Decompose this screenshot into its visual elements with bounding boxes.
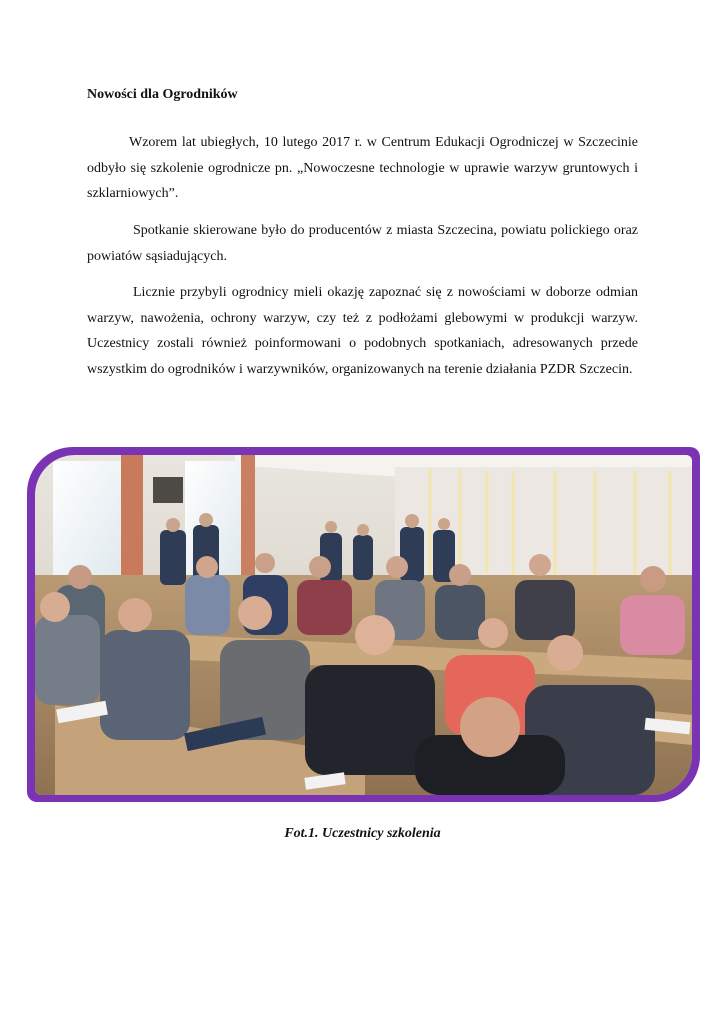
training-participants-photo: [35, 455, 692, 795]
document-title: Nowości dla Ogrodników: [87, 87, 238, 102]
photo-caption: Fot.1. Uczestnicy szkolenia: [284, 826, 441, 841]
photo-frame: [27, 447, 700, 802]
paragraph-2: Spotkanie skierowane było do producentów z miasta Szczecina, powiatu polickiego oraz powiatów sąsiadujących.: [87, 223, 638, 264]
paragraph-1: Wzorem lat ubiegłych, 10 lutego 2017 r. w Centrum Edukacji Ogrodniczej w Szczecinie odbyło się szkolenie ogrodnicze pn. „Nowoczesne technologie w uprawie warzyw gruntowych i szklarniowych”.: [87, 135, 638, 201]
paragraph-3: Licznie przybyli ogrodnicy mieli okazję zapoznać się z nowościami w doborze odmian warzyw, nawożenia, ochrony warzyw, czy też z podłożami glebowymi w produkcji warzyw. Uczestnicy zostali również poinformowani o podobnych spotkaniach, adresowanych przede wszystkim do ogrodników i warzywników, organizowanych na terenie działania PZDR Szczecin.: [87, 285, 638, 377]
